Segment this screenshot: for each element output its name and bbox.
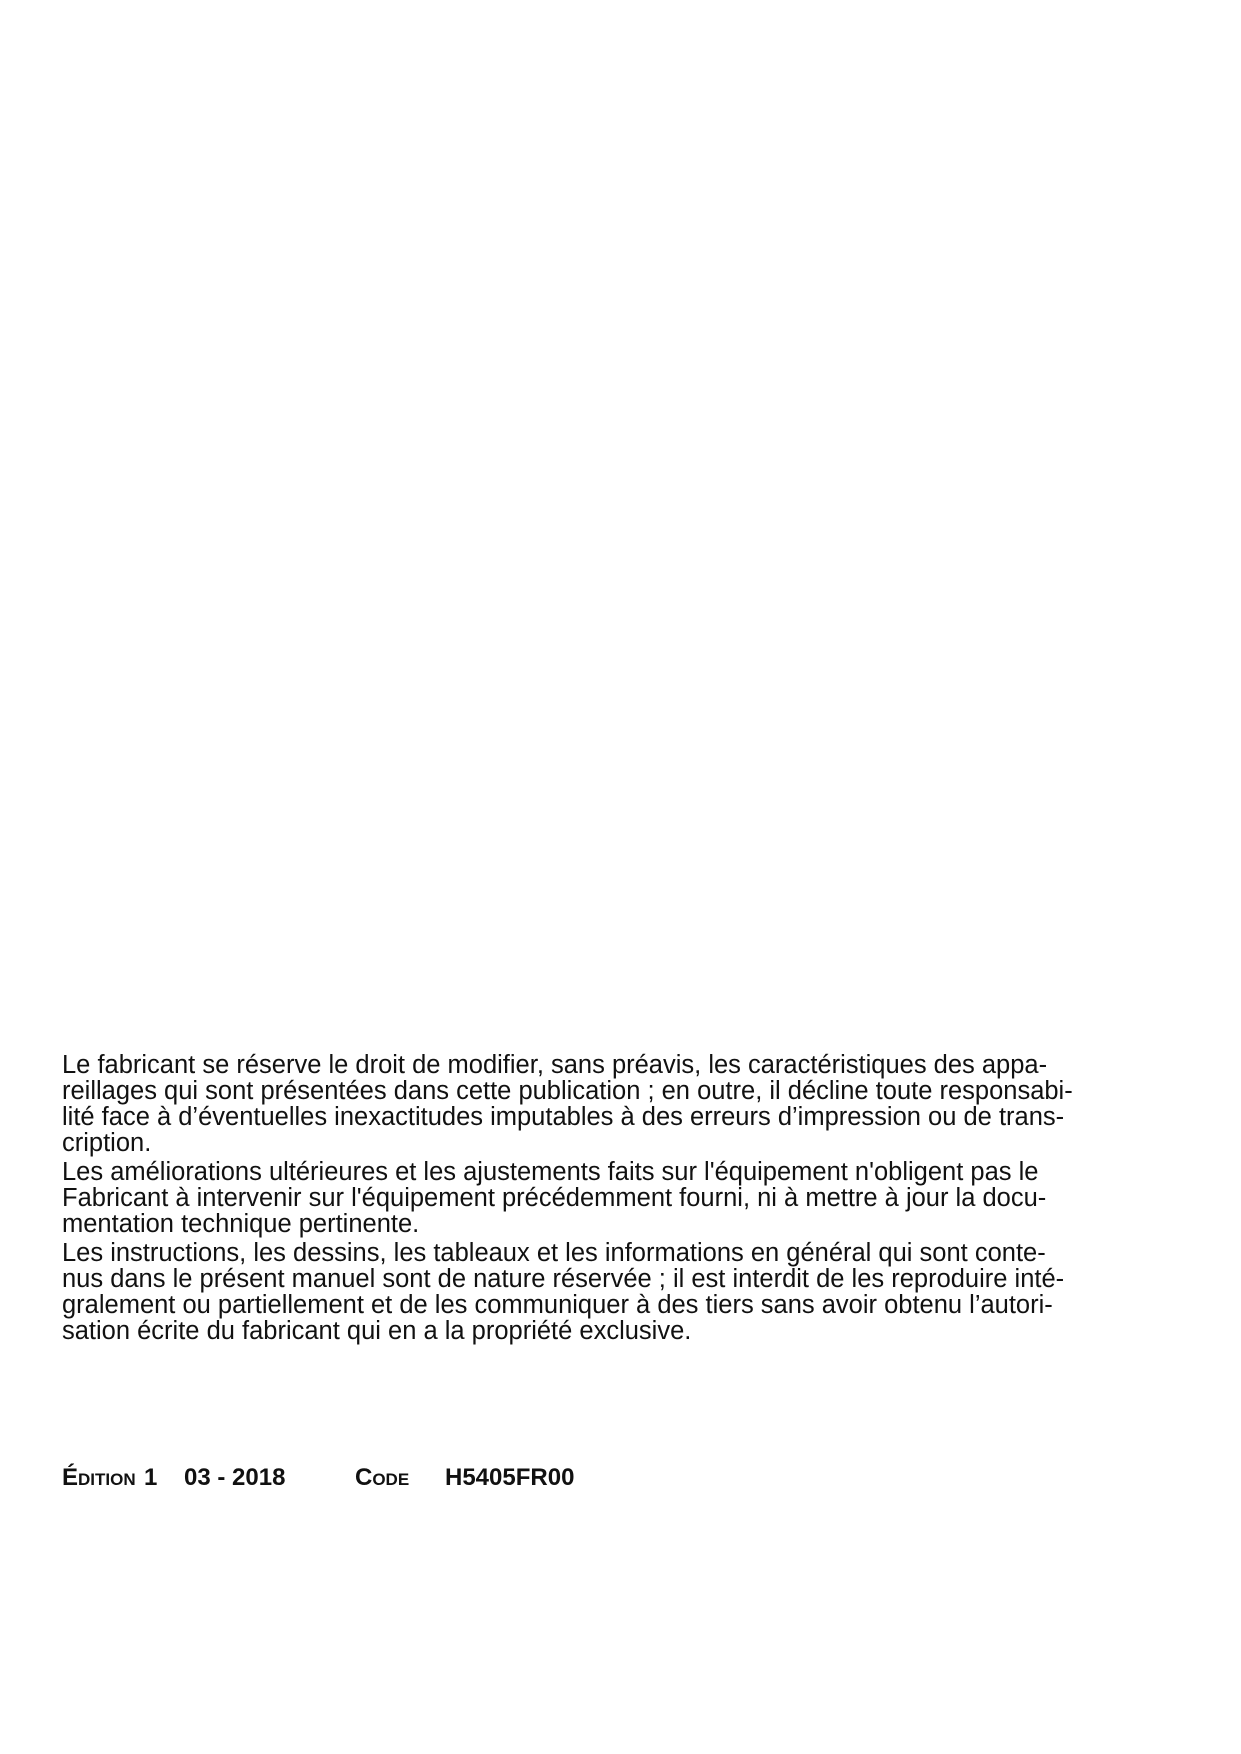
notice-line: sation écrite du fabricant qui en a la propriété exclusive. xyxy=(62,1317,692,1345)
notice-line: Les instructions, les dessins, les tableaux et les informations en général qui sont conte- xyxy=(62,1239,1046,1267)
code-label: Code xyxy=(355,1464,410,1491)
notice-line: gralement ou partiellement et de les communiquer à des tiers sans avoir obtenu l’autori- xyxy=(62,1291,1053,1319)
notice-line: cription. xyxy=(62,1129,152,1157)
notice-line: Les améliorations ultérieures et les ajustements faits sur l'équipement n'obligent pas le xyxy=(62,1158,1039,1186)
edition-number: 1 xyxy=(144,1464,158,1491)
edition-label: Édition xyxy=(62,1464,136,1491)
notice-paragraph-improvements xyxy=(62,1159,1122,1237)
notice-line: nus dans le présent manuel sont de nature réservée ; il est interdit de les reproduire inté- xyxy=(62,1265,1065,1293)
notice-line: lité face à d’éventuelles inexactitudes imputables à des erreurs d’impression ou de trans- xyxy=(62,1103,1065,1131)
notice-line: reillages qui sont présentées dans cette publication ; en outre, il décline toute responsabi- xyxy=(62,1077,1073,1105)
notice-line: Fabricant à intervenir sur l'équipement précédemment fourni, ni à mettre à jour la docu- xyxy=(62,1184,1047,1212)
edition-date: 03 - 2018 xyxy=(184,1464,286,1491)
notice-line: mentation technique pertinente. xyxy=(62,1210,420,1238)
notice-paragraph-confidentiality xyxy=(62,1240,1122,1344)
notice-line: Le fabricant se réserve le droit de modifier, sans préavis, les caractéristiques des appa- xyxy=(62,1051,1048,1079)
legal-notice xyxy=(62,1052,1122,1344)
notice-paragraph-modification-rights xyxy=(62,1052,1122,1156)
code-value: H5405FR00 xyxy=(445,1464,575,1491)
